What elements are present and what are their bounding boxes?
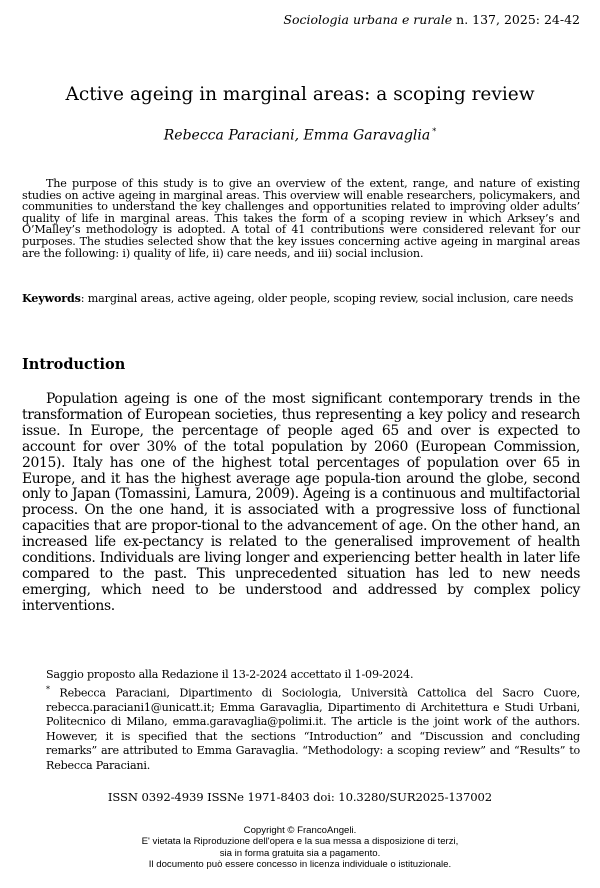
submission-note: Saggio proposto alla Redazione il 13-2-2024 accettato il 1-09-2024. <box>46 668 414 681</box>
introduction-paragraph: Population ageing is one of the most significant contemporary trends in the transformation of European societies, thus representing a key policy and research issue. In Europe, the percentage of people aged 65 and over is expected to account for over 30% of the total population by 2060 (European Commission, 2015). Italy has one of the highest total percentages of population over 65 in Europe, and it has the highest average age popula-tion around the globe, second only to Japan (Tomassini, Lamura, 2009). Ageing is a continuous and multifactorial process. On the one hand, it is associated with a progressive loss of functional capacities that are propor-tional to the advancement of age. On the other hand, an increased life ex-pectancy is related to the generalised improvement of health conditions. Individuals are living longer and experiencing better health in later life compared to the past. This unprecedented situation has led to new needs emerging, which need to be understood and addressed by complex policy interventions. <box>22 391 580 614</box>
copyright-line: sia in forma gratuita sia a pagamento. <box>219 847 381 859</box>
copyright-notice <box>0 825 600 870</box>
copyright-line: E' vietata la Riproduzione dell'opera e la sua messa a disposizione di terzi, <box>141 836 459 848</box>
author-footnote-mark: * <box>432 127 437 136</box>
journal-name: Sociologia urbana e rurale <box>283 12 453 27</box>
keywords-label: Keywords <box>22 292 81 305</box>
issue-info: n. 137, 2025: 24-42 <box>456 12 580 27</box>
author-names: Rebecca Paraciani, Emma Garavaglia <box>163 127 431 144</box>
issn-doi: ISSN 0392-4939 ISSNe 1971-8403 doi: 10.3280/SUR2025-137002 <box>107 790 493 804</box>
footnote-text: Rebecca Paraciani, Dipartimento di Sociologia, Università Cattolica del Sacro Cuore, rebecca.paraciani1@unicatt.it; Emma Garavaglia, Dipartimento di Architettura e Studi Urbani, Politecnico di Milano, emma.garavaglia@polimi.it. The article is the joint work of the authors. However, it is specified that the sections “Introduction” and “Discussion and concluding remarks” are attributed to Emma Garavaglia. “Methodology: a scoping review” and “Results” to Rebecca Paraciani. <box>46 686 580 772</box>
article-title: Active ageing in marginal areas: a scoping review <box>65 84 535 105</box>
author-footnote <box>46 683 580 774</box>
running-head <box>283 12 580 27</box>
keywords-text: : marginal areas, active ageing, older people, scoping review, social inclusion, care needs <box>80 292 574 305</box>
footnote-mark: * <box>46 684 50 694</box>
authors <box>0 127 600 144</box>
copyright-line: Il documento può essere concesso in licenza individuale o istituzionale. <box>148 858 452 870</box>
footnotes <box>46 668 580 773</box>
abstract <box>22 178 580 259</box>
section-heading-introduction: Introduction <box>22 356 126 373</box>
copyright-line: Copyright © FrancoAngeli. <box>243 825 357 836</box>
abstract-text: The purpose of this study is to give an overview of the extent, range, and nature of existing studies on active ageing in marginal areas. This overview will enable researchers, policymakers, and communities to understand the key challenges and opportunities related to improving older adults’ quality of life in marginal areas. This takes the form of a scoping review in which Arksey’s and O’Malley’s methodology is adopted. A total of 41 contributions were considered relevant for our purposes. The studies selected show that the key issues concerning active ageing in marginal areas are the following: i) quality of life, ii) care needs, and iii) social inclusion. <box>22 177 580 260</box>
keywords <box>22 292 580 306</box>
